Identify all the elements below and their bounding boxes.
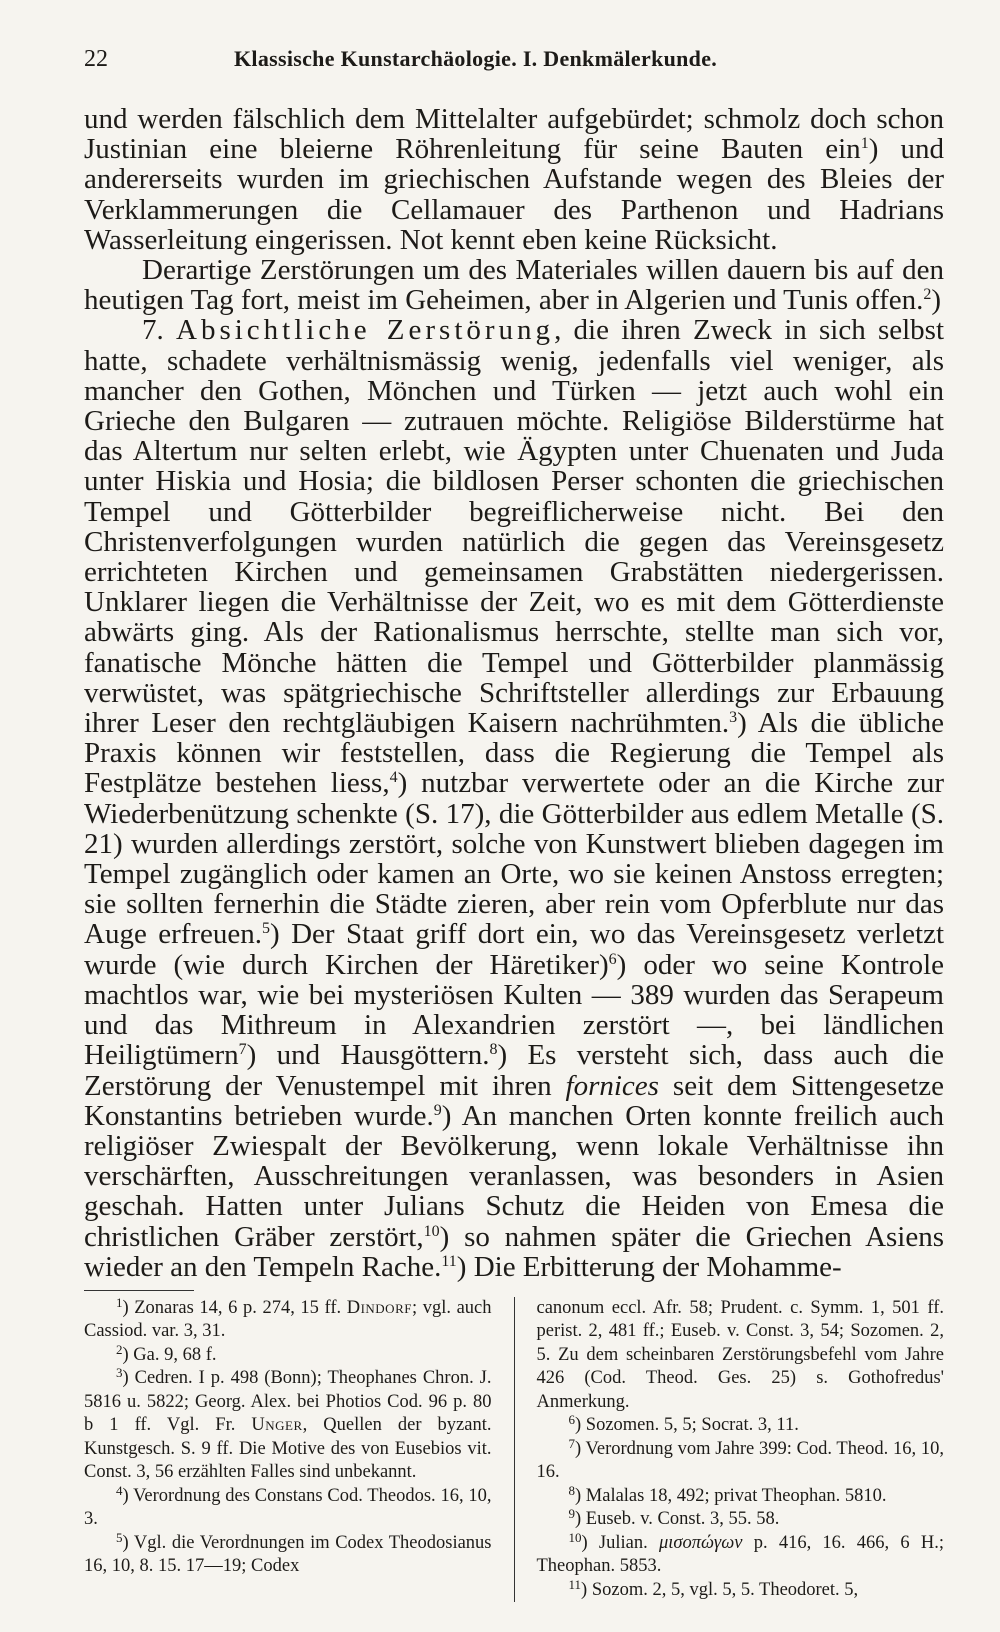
footnote: $^2$) Ga. 9, 68 f. xyxy=(116,1341,217,1365)
running-title: Klassische Kunstarchäologie. I. Denkmälerkunde. xyxy=(234,46,718,71)
footnote-ref: 10 xyxy=(423,1222,440,1240)
running-head xyxy=(84,46,944,80)
main-text xyxy=(84,104,944,1282)
footnote-ref: 1 xyxy=(860,135,869,153)
footnote-column-left xyxy=(84,1294,515,1603)
italic-term: fornices xyxy=(565,1069,659,1102)
footnote: $^8$) Malalas 18, 492; privat Theophan. 5810. xyxy=(568,1482,887,1506)
paragraph: und werden fälschlich dem Mittelalter aufgebürdet; schmolz doch schon Justinian eine bleierne Röhrenleitung für seine Bauten ein$^1$) und andererseits wurden im griechischen Aufstande wegen des Bleies der Verklammerungen die Cellamauer des Parthenon und Hadrians Wasserleitung eingerissen. Not kennt eben keine Rücksicht. xyxy=(84,103,944,256)
footnote: $^9$) Euseb. v. Const. 3, 55. 58. xyxy=(568,1506,780,1530)
footnote-ref: 8 xyxy=(489,1041,498,1059)
paragraph: Derartige Zerstörungen um des Materiales willen dauern bis auf den heutigen Tag fort, meist im Geheimen, aber in Algerien und Tunis offen.$^2$) xyxy=(84,254,944,317)
footnote-column-right xyxy=(515,1297,945,1603)
footnote-ref: 6 xyxy=(608,950,617,968)
footnote-ref: 4 xyxy=(389,769,398,787)
footnote-ref: 9 xyxy=(433,1101,442,1119)
footnote-ref: 7 xyxy=(238,1041,247,1059)
page-number: 22 xyxy=(84,46,108,72)
footnote-ref: 3 xyxy=(729,709,738,727)
footnote: $^7$) Verordnung vom Jahre 399: Cod. Theod. 16, 10, 16. xyxy=(536,1435,944,1483)
section-heading: Absichtliche Zerstörung xyxy=(176,314,555,347)
section-paragraph: 7. Absichtliche Zerstörung, die ihren Zweck in sich selbst hatte, schadete verhältnismässig wenig, jedenfalls viel weniger, als mancher den Gothen, Mönchen und Türken — jetzt auch wohl ein Grieche den Bulgaren — zutrauen möchte. Religiöse Bilderstürme hat das Altertum nur selten erlebt, wie Ägypten unter Chuenaten und Juda unter Hiskia und Hosia; die bildlosen Perser schonten die griechischen Tempel und Götterbilder begreiflicherweise nicht. Bei den Christenverfolgungen wurden natürlich die gegen das Vereinsgesetz errichteten Kirchen und gemeinsamen Grabstätten niedergerissen. Unklarer liegen die Verhältnisse der Zeit, wo es mit dem Götterdienste abwärts ging. Als der Rationalismus herrschte, stellte man sich vor, fanatische Mönche hätten die Tempel und Götterbilder planmässig verwüstet, was spätgriechische Schriftsteller allerdings zur Erbauung ihrer Leser den rechtgläubigen Kaisern nachrühmten.$^3$) Als die übliche Praxis können wir feststellen, dass die Regierung die Tempel als Festplätze bestehen liess,$^4$) nutzbar verwertete oder an die Kirche zur Wiederbenützung schenkte (S. 17), die Götterbilder aus edlem Metalle (S. 21) wurden allerdings zerstört, solche von Kunstwert blieben dagegen im Tempel zugänglich oder kamen an Orte, wo sie keinen Anstoss erregten; sie sollten fernerhin die Städte zieren, aber rein vom Opferblute nur das Auge erfreuen.$^5$) Der Staat griff dort ein, wo das Vereinsgesetz verletzt wurde (wie durch Kirchen der Häretiker)$^6$) oder wo seine Kontrole machtlos war, wie bei mysteriösen Kulten — 389 wurden das Serapeum und das Mithreum in Alexandrien zerstört —, bei ländlichen Heiligtümern$^7$) und Hausgöttern.$^8$) Es versteht sich, dass auch die Zerstörung der Venustempel mit ihren fornices seit dem Sittengesetze Konstantins betrieben wurde.$^9$) An manchen Orten konnte freilich auch religiöser Zwiespalt der Bevölkerung, wenn lokale Verhältnisse ihn verschärften, Ausschreitungen veranlassen, was besonders in Asien geschah. Hatten unter Julians Schutz die Heiden von Emesa die christlichen Gräber zerstört,$^{10}$) so nahmen später die Griechen Asiens wieder an den Tempeln Rache.$^{11}$) Die Erbitterung der Mohamme- xyxy=(84,314,945,1283)
footnote-ref: 11 xyxy=(441,1252,457,1270)
footnotes xyxy=(84,1294,944,1603)
footnote: $^5$) Vgl. die Verordnungen im Codex Theodosianus 16, 10, 8. 15. 17—19; Codex xyxy=(84,1529,492,1577)
footnote-continuation: canonum eccl. Afr. 58; Prudent. c. Symm. 1, 501 ff. perist. 2, 481 ff.; Euseb. v. Const. 3, 54; Sozomen. 2, 5. Zu dem scheinbaren Zerstörungsbefehl vom Jahre 426 (Cod. Theod. Ges. 25) s. Gothofredus' Anmerkung. xyxy=(536,1297,944,1412)
footnote-divider xyxy=(84,1290,194,1291)
footnote: $^3$) Cedren. I p. 498 (Bonn); Theophanes Chron. J. 5816 u. 5822; Georg. Alex. bei Photios Cod. 96 p. 80 b 1 ff. Vgl. Fr. Unger, Quellen der byzant. Kunstgesch. S. 9 ff. Die Motive des von Eusebios vit. Const. 3, 56 erzählten Falles sind unbekannt. xyxy=(84,1365,492,1483)
section-number: 7. xyxy=(142,314,176,347)
footnote-ref: 2 xyxy=(923,286,932,304)
footnote: $^4$) Verordnung des Constans Cod. Theodos. 16, 10, 3. xyxy=(84,1482,492,1530)
greek-term: μισοπώγων xyxy=(658,1532,743,1553)
footnote: $^1$) Zonaras 14, 6 p. 274, 15 ff. Dindorf; vgl. auch Cassiod. var. 3, 31. xyxy=(84,1294,492,1342)
footnote: $^{11}$) Sozom. 2, 5, vgl. 5, 5. Theodoret. 5, xyxy=(568,1576,859,1600)
footnote: $^{10}$) Julian. μισοπώγων p. 416, 16. 466, 6 H.; Theophan. 5853. xyxy=(536,1529,944,1577)
footnote: $^6$) Sozomen. 5, 5; Socrat. 3, 11. xyxy=(568,1412,799,1436)
footnote-ref: 5 xyxy=(262,920,271,938)
